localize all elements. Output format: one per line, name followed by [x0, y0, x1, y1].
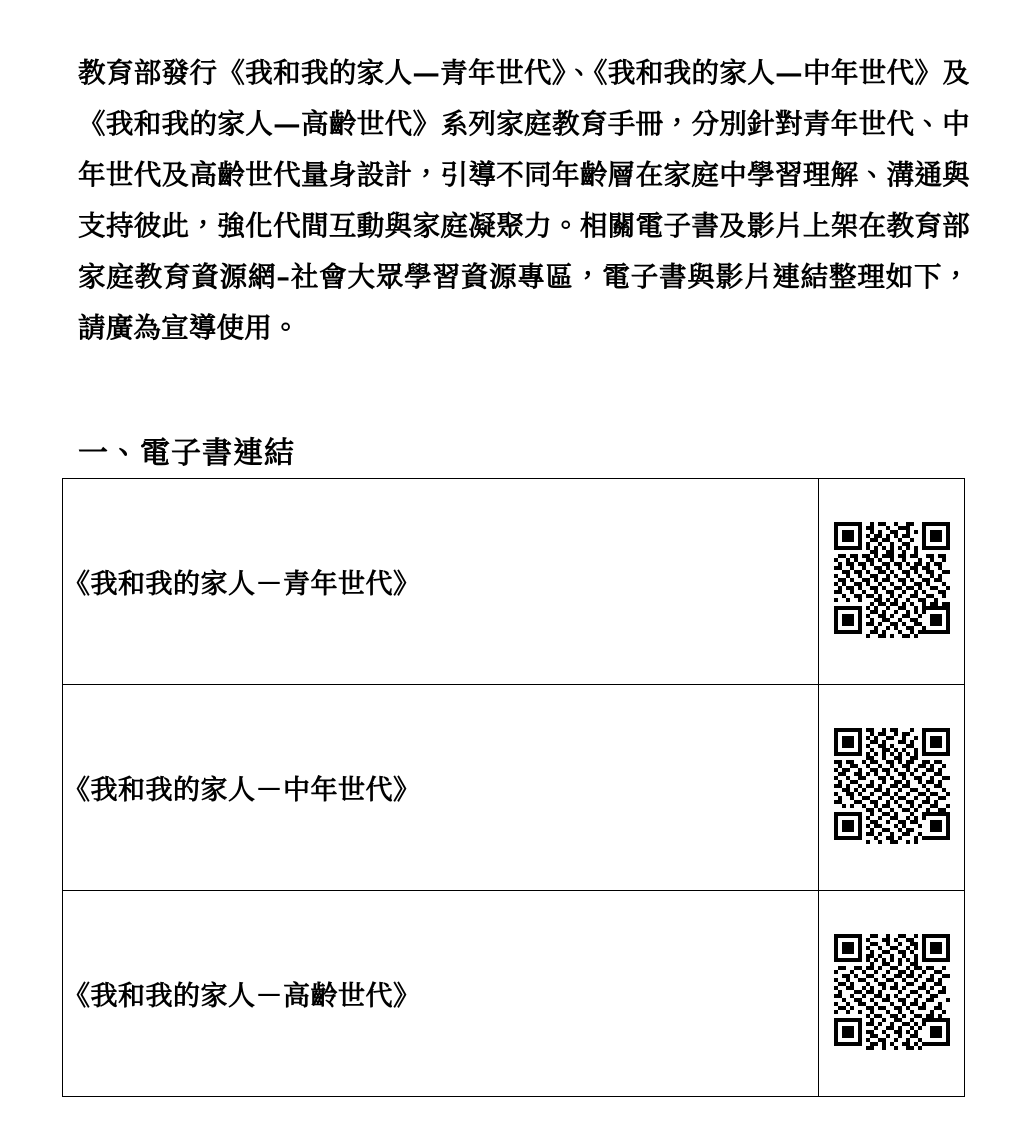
ebook-title-middle-age: 《我和我的家人－中年世代》 — [63, 685, 819, 891]
qr-cell-elderly[interactable] — [819, 891, 965, 1097]
section-heading-ebook-links: 一、電子書連結 — [78, 435, 295, 471]
table-row — [63, 479, 965, 685]
qr-code-icon-middle-age[interactable] — [834, 728, 950, 844]
table-row — [63, 685, 965, 891]
qr-cell-youth[interactable] — [819, 479, 965, 685]
intro-paragraph: 教育部發行《我和我的家人—青年世代》、《我和我的家人—中年世代》及《我和我的家人—高齡世代》系列家庭教育手冊，分別針對青年世代、中年世代及高齡世代量身設計，引導不同年齡層在家庭中學習理解、溝通與支持彼此，強化代間互動與家庭凝聚力。相關電子書及影片上架在教育部家庭教育資源網–社會大眾學習資源專區，電子書與影片連結整理如下，請廣為宣導使用。 — [78, 56, 970, 344]
table-row — [63, 891, 965, 1097]
qr-cell-middle-age[interactable] — [819, 685, 965, 891]
ebook-title-youth: 《我和我的家人－青年世代》 — [63, 479, 819, 685]
qr-code-icon-youth[interactable] — [834, 522, 950, 638]
ebook-links-table — [62, 478, 965, 1097]
ebook-title-elderly: 《我和我的家人－高齡世代》 — [63, 891, 819, 1097]
qr-code-icon-elderly[interactable] — [834, 934, 950, 1050]
